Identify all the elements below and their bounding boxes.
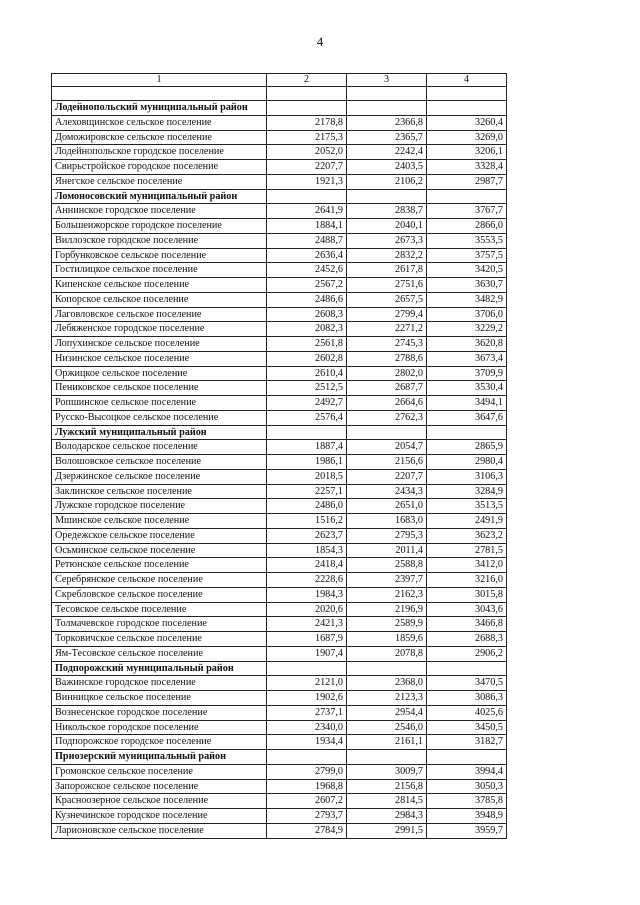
value-cell: 3530,4 [427, 381, 507, 396]
value-cell: 2788,6 [347, 351, 427, 366]
value-cell: 1907,4 [267, 646, 347, 661]
settlement-name: Янегское сельское поселение [52, 174, 267, 189]
value-cell: 3706,0 [427, 307, 507, 322]
table-row [52, 514, 507, 529]
table-row [52, 779, 507, 794]
value-cell: 3948,9 [427, 809, 507, 824]
value-cell: 2567,2 [267, 278, 347, 293]
empty-cell [427, 425, 507, 440]
settlement-name: Русско-Высоцкое сельское поселение [52, 410, 267, 425]
column-header: 4 [427, 74, 507, 87]
table-row [52, 219, 507, 234]
value-cell: 3466,8 [427, 617, 507, 632]
table-row [52, 543, 507, 558]
value-cell: 3553,5 [427, 233, 507, 248]
value-cell: 2403,5 [347, 160, 427, 175]
value-cell: 2799,0 [267, 764, 347, 779]
value-cell: 1887,4 [267, 440, 347, 455]
settlement-name: Кузнечинское городское поселение [52, 809, 267, 824]
value-cell: 2906,2 [427, 646, 507, 661]
value-cell: 1854,3 [267, 543, 347, 558]
district-row [52, 425, 507, 440]
value-cell: 2607,2 [267, 794, 347, 809]
settlement-name: Ям-Тесовское сельское поселение [52, 646, 267, 661]
settlement-name: Кипенское сельское поселение [52, 278, 267, 293]
value-cell: 4025,6 [427, 705, 507, 720]
table-row [52, 499, 507, 514]
value-cell: 2175,3 [267, 130, 347, 145]
value-cell: 2257,1 [267, 484, 347, 499]
settlement-name: Подпорожское городское поселение [52, 735, 267, 750]
value-cell: 3182,7 [427, 735, 507, 750]
district-row [52, 750, 507, 765]
value-cell: 2011,4 [347, 543, 427, 558]
value-cell: 2546,0 [347, 720, 427, 735]
table-row [52, 278, 507, 293]
value-cell: 2832,2 [347, 248, 427, 263]
value-cell: 3630,7 [427, 278, 507, 293]
table-row [52, 396, 507, 411]
value-cell: 2608,3 [267, 307, 347, 322]
table-row [52, 322, 507, 337]
table-row [52, 573, 507, 588]
blank-row [52, 87, 507, 101]
value-cell: 3647,6 [427, 410, 507, 425]
value-cell: 3757,5 [427, 248, 507, 263]
value-cell: 2781,5 [427, 543, 507, 558]
settlement-name: Серебрянское сельское поселение [52, 573, 267, 588]
table-row [52, 115, 507, 130]
table-row [52, 160, 507, 175]
value-cell: 3623,2 [427, 528, 507, 543]
value-cell: 1921,3 [267, 174, 347, 189]
settlement-name: Тесовское сельское поселение [52, 602, 267, 617]
table-row [52, 248, 507, 263]
value-cell: 2156,8 [347, 779, 427, 794]
value-cell: 2397,7 [347, 573, 427, 588]
value-cell: 3420,5 [427, 263, 507, 278]
empty-cell [267, 101, 347, 116]
value-cell: 2178,8 [267, 115, 347, 130]
value-cell: 2340,0 [267, 720, 347, 735]
district-name: Приозерский муниципальный район [52, 750, 267, 765]
value-cell: 3494,1 [427, 396, 507, 411]
table-row [52, 204, 507, 219]
value-cell: 1934,4 [267, 735, 347, 750]
value-cell: 2802,0 [347, 366, 427, 381]
value-cell: 1986,1 [267, 455, 347, 470]
value-cell: 2610,4 [267, 366, 347, 381]
settlement-name: Осьминское сельское поселение [52, 543, 267, 558]
value-cell: 2123,3 [347, 691, 427, 706]
value-cell: 3216,0 [427, 573, 507, 588]
value-cell: 2488,7 [267, 233, 347, 248]
value-cell: 2576,4 [267, 410, 347, 425]
value-cell: 3620,8 [427, 337, 507, 352]
value-cell: 3673,4 [427, 351, 507, 366]
value-cell: 2018,5 [267, 469, 347, 484]
settlement-name: Волошовское сельское поселение [52, 455, 267, 470]
table-row [52, 764, 507, 779]
table-row [52, 602, 507, 617]
table-row [52, 705, 507, 720]
value-cell: 2161,1 [347, 735, 427, 750]
empty-cell [427, 750, 507, 765]
settlement-name: Скребловское сельское поселение [52, 587, 267, 602]
table-row [52, 809, 507, 824]
settlement-name: Свирьстройское городское поселение [52, 160, 267, 175]
empty-cell [267, 661, 347, 676]
value-cell: 3470,5 [427, 676, 507, 691]
empty-cell [267, 189, 347, 204]
table-row [52, 381, 507, 396]
value-cell: 3050,3 [427, 779, 507, 794]
table-row [52, 632, 507, 647]
value-cell: 2492,7 [267, 396, 347, 411]
settlement-name: Дзержинское сельское поселение [52, 469, 267, 484]
table-row [52, 558, 507, 573]
empty-cell [347, 101, 427, 116]
value-cell: 3959,7 [427, 823, 507, 838]
table-row [52, 676, 507, 691]
value-cell: 3269,0 [427, 130, 507, 145]
settlement-name: Заклинское сельское поселение [52, 484, 267, 499]
table-row [52, 233, 507, 248]
settlement-name: Пениковское сельское поселение [52, 381, 267, 396]
value-cell: 1683,0 [347, 514, 427, 529]
value-cell: 1984,3 [267, 587, 347, 602]
table-row [52, 484, 507, 499]
value-cell: 2196,9 [347, 602, 427, 617]
settlement-name: Горбунковское сельское поселение [52, 248, 267, 263]
settlement-name: Ларионовское сельское поселение [52, 823, 267, 838]
table-row [52, 410, 507, 425]
data-table [51, 73, 507, 839]
value-cell: 3106,3 [427, 469, 507, 484]
settlement-name: Вознесенское городское поселение [52, 705, 267, 720]
value-cell: 2987,7 [427, 174, 507, 189]
table-row [52, 366, 507, 381]
district-name: Лужский муниципальный район [52, 425, 267, 440]
settlement-name: Оржицкое сельское поселение [52, 366, 267, 381]
value-cell: 1516,2 [267, 514, 347, 529]
value-cell: 2156,6 [347, 455, 427, 470]
table-row [52, 735, 507, 750]
value-cell: 2762,3 [347, 410, 427, 425]
settlement-name: Никольское городское поселение [52, 720, 267, 735]
empty-cell [347, 661, 427, 676]
value-cell: 1968,8 [267, 779, 347, 794]
settlement-name: Копорское сельское поселение [52, 292, 267, 307]
value-cell: 2984,3 [347, 809, 427, 824]
value-cell: 2814,5 [347, 794, 427, 809]
column-header: 3 [347, 74, 427, 87]
value-cell: 2589,9 [347, 617, 427, 632]
value-cell: 2052,0 [267, 145, 347, 160]
settlement-name: Ретюнское сельское поселение [52, 558, 267, 573]
settlement-name: Алеховщинское сельское поселение [52, 115, 267, 130]
value-cell: 3709,9 [427, 366, 507, 381]
value-cell: 3785,8 [427, 794, 507, 809]
value-cell: 2162,3 [347, 587, 427, 602]
table-row [52, 455, 507, 470]
value-cell: 3513,5 [427, 499, 507, 514]
value-cell: 2512,5 [267, 381, 347, 396]
value-cell: 3043,6 [427, 602, 507, 617]
settlement-name: Володарское сельское поселение [52, 440, 267, 455]
table-row [52, 469, 507, 484]
settlement-name: Лужское городское поселение [52, 499, 267, 514]
table-row [52, 130, 507, 145]
value-cell: 3015,8 [427, 587, 507, 602]
value-cell: 2602,8 [267, 351, 347, 366]
value-cell: 2664,6 [347, 396, 427, 411]
settlement-name: Торковичское сельское поселение [52, 632, 267, 647]
value-cell: 2452,6 [267, 263, 347, 278]
empty-cell [347, 750, 427, 765]
settlement-name: Ропшинское сельское поселение [52, 396, 267, 411]
settlement-name: Запорожское сельское поселение [52, 779, 267, 794]
settlement-name: Мшинское сельское поселение [52, 514, 267, 529]
empty-cell [347, 425, 427, 440]
value-cell: 2954,4 [347, 705, 427, 720]
table-row [52, 307, 507, 322]
district-row [52, 661, 507, 676]
value-cell: 2866,0 [427, 219, 507, 234]
value-cell: 3229,2 [427, 322, 507, 337]
value-cell: 2054,7 [347, 440, 427, 455]
value-cell: 2434,3 [347, 484, 427, 499]
settlement-name: Лодейнопольское городское поселение [52, 145, 267, 160]
value-cell: 2121,0 [267, 676, 347, 691]
table-row [52, 440, 507, 455]
column-header: 1 [52, 74, 267, 87]
value-cell: 2040,1 [347, 219, 427, 234]
value-cell: 2271,2 [347, 322, 427, 337]
value-cell: 2421,3 [267, 617, 347, 632]
value-cell: 3450,5 [427, 720, 507, 735]
value-cell: 2673,3 [347, 233, 427, 248]
empty-cell [347, 189, 427, 204]
district-name: Ломоносовский муниципальный район [52, 189, 267, 204]
settlement-name: Лаговловское сельское поселение [52, 307, 267, 322]
value-cell: 2561,8 [267, 337, 347, 352]
value-cell: 1687,9 [267, 632, 347, 647]
value-cell: 2491,9 [427, 514, 507, 529]
value-cell: 2366,8 [347, 115, 427, 130]
value-cell: 3086,3 [427, 691, 507, 706]
table-row [52, 794, 507, 809]
value-cell: 2368,0 [347, 676, 427, 691]
table-row [52, 337, 507, 352]
value-cell: 2078,8 [347, 646, 427, 661]
page-number: 4 [316, 34, 324, 49]
table-row [52, 720, 507, 735]
value-cell: 2795,3 [347, 528, 427, 543]
value-cell: 2651,0 [347, 499, 427, 514]
table-row [52, 528, 507, 543]
district-name: Подпорожский муниципальный район [52, 661, 267, 676]
column-header: 2 [267, 74, 347, 87]
value-cell: 2799,4 [347, 307, 427, 322]
value-cell: 2657,5 [347, 292, 427, 307]
settlement-name: Виллозское городское поселение [52, 233, 267, 248]
value-cell: 2418,4 [267, 558, 347, 573]
table-row [52, 646, 507, 661]
value-cell: 3009,7 [347, 764, 427, 779]
district-row [52, 189, 507, 204]
value-cell: 2106,2 [347, 174, 427, 189]
settlement-name: Гостилицкое сельское поселение [52, 263, 267, 278]
value-cell: 2793,7 [267, 809, 347, 824]
value-cell: 2641,9 [267, 204, 347, 219]
value-cell: 3260,4 [427, 115, 507, 130]
settlement-name: Доможировское сельское поселение [52, 130, 267, 145]
value-cell: 3482,9 [427, 292, 507, 307]
value-cell: 1884,1 [267, 219, 347, 234]
table-row [52, 823, 507, 838]
value-cell: 2617,8 [347, 263, 427, 278]
value-cell: 2242,4 [347, 145, 427, 160]
value-cell: 3284,9 [427, 484, 507, 499]
district-row [52, 101, 507, 116]
value-cell: 2751,6 [347, 278, 427, 293]
empty-cell [427, 189, 507, 204]
settlement-name: Винницкое сельское поселение [52, 691, 267, 706]
empty-cell [427, 101, 507, 116]
value-cell: 2687,7 [347, 381, 427, 396]
settlement-name: Важинское городское поселение [52, 676, 267, 691]
table-row [52, 351, 507, 366]
value-cell: 2745,3 [347, 337, 427, 352]
table-row [52, 174, 507, 189]
settlement-name: Толмачевское городское поселение [52, 617, 267, 632]
table-row [52, 292, 507, 307]
header-row [52, 74, 507, 87]
value-cell: 2991,5 [347, 823, 427, 838]
value-cell: 2737,1 [267, 705, 347, 720]
value-cell: 2228,6 [267, 573, 347, 588]
settlement-name: Оредежское сельское поселение [52, 528, 267, 543]
value-cell: 2623,7 [267, 528, 347, 543]
value-cell: 1902,6 [267, 691, 347, 706]
value-cell: 2207,7 [267, 160, 347, 175]
value-cell: 2020,6 [267, 602, 347, 617]
value-cell: 2688,3 [427, 632, 507, 647]
empty-cell [267, 750, 347, 765]
value-cell: 2980,4 [427, 455, 507, 470]
value-cell: 2207,7 [347, 469, 427, 484]
settlement-name: Низинское сельское поселение [52, 351, 267, 366]
value-cell: 2486,6 [267, 292, 347, 307]
value-cell: 2588,8 [347, 558, 427, 573]
settlement-name: Лопухинское сельское поселение [52, 337, 267, 352]
value-cell: 3412,0 [427, 558, 507, 573]
value-cell: 2636,4 [267, 248, 347, 263]
value-cell: 3328,4 [427, 160, 507, 175]
value-cell: 1859,6 [347, 632, 427, 647]
table-row [52, 145, 507, 160]
value-cell: 2865,9 [427, 440, 507, 455]
table-row [52, 691, 507, 706]
table-row [52, 587, 507, 602]
settlement-name: Громовское сельское поселение [52, 764, 267, 779]
empty-cell [267, 425, 347, 440]
table-row [52, 617, 507, 632]
settlement-name: Большеижорское городское поселение [52, 219, 267, 234]
table-row [52, 263, 507, 278]
district-name: Лодейнопольский муниципальный район [52, 101, 267, 116]
empty-cell [427, 661, 507, 676]
settlement-name: Аннинское городское поселение [52, 204, 267, 219]
value-cell: 3767,7 [427, 204, 507, 219]
value-cell: 2784,9 [267, 823, 347, 838]
value-cell: 2838,7 [347, 204, 427, 219]
table-body [52, 74, 507, 839]
value-cell: 3206,1 [427, 145, 507, 160]
value-cell: 3994,4 [427, 764, 507, 779]
value-cell: 2082,3 [267, 322, 347, 337]
value-cell: 2365,7 [347, 130, 427, 145]
settlement-name: Лебяженское городское поселение [52, 322, 267, 337]
value-cell: 2486,0 [267, 499, 347, 514]
settlement-name: Красноозерное сельское поселение [52, 794, 267, 809]
